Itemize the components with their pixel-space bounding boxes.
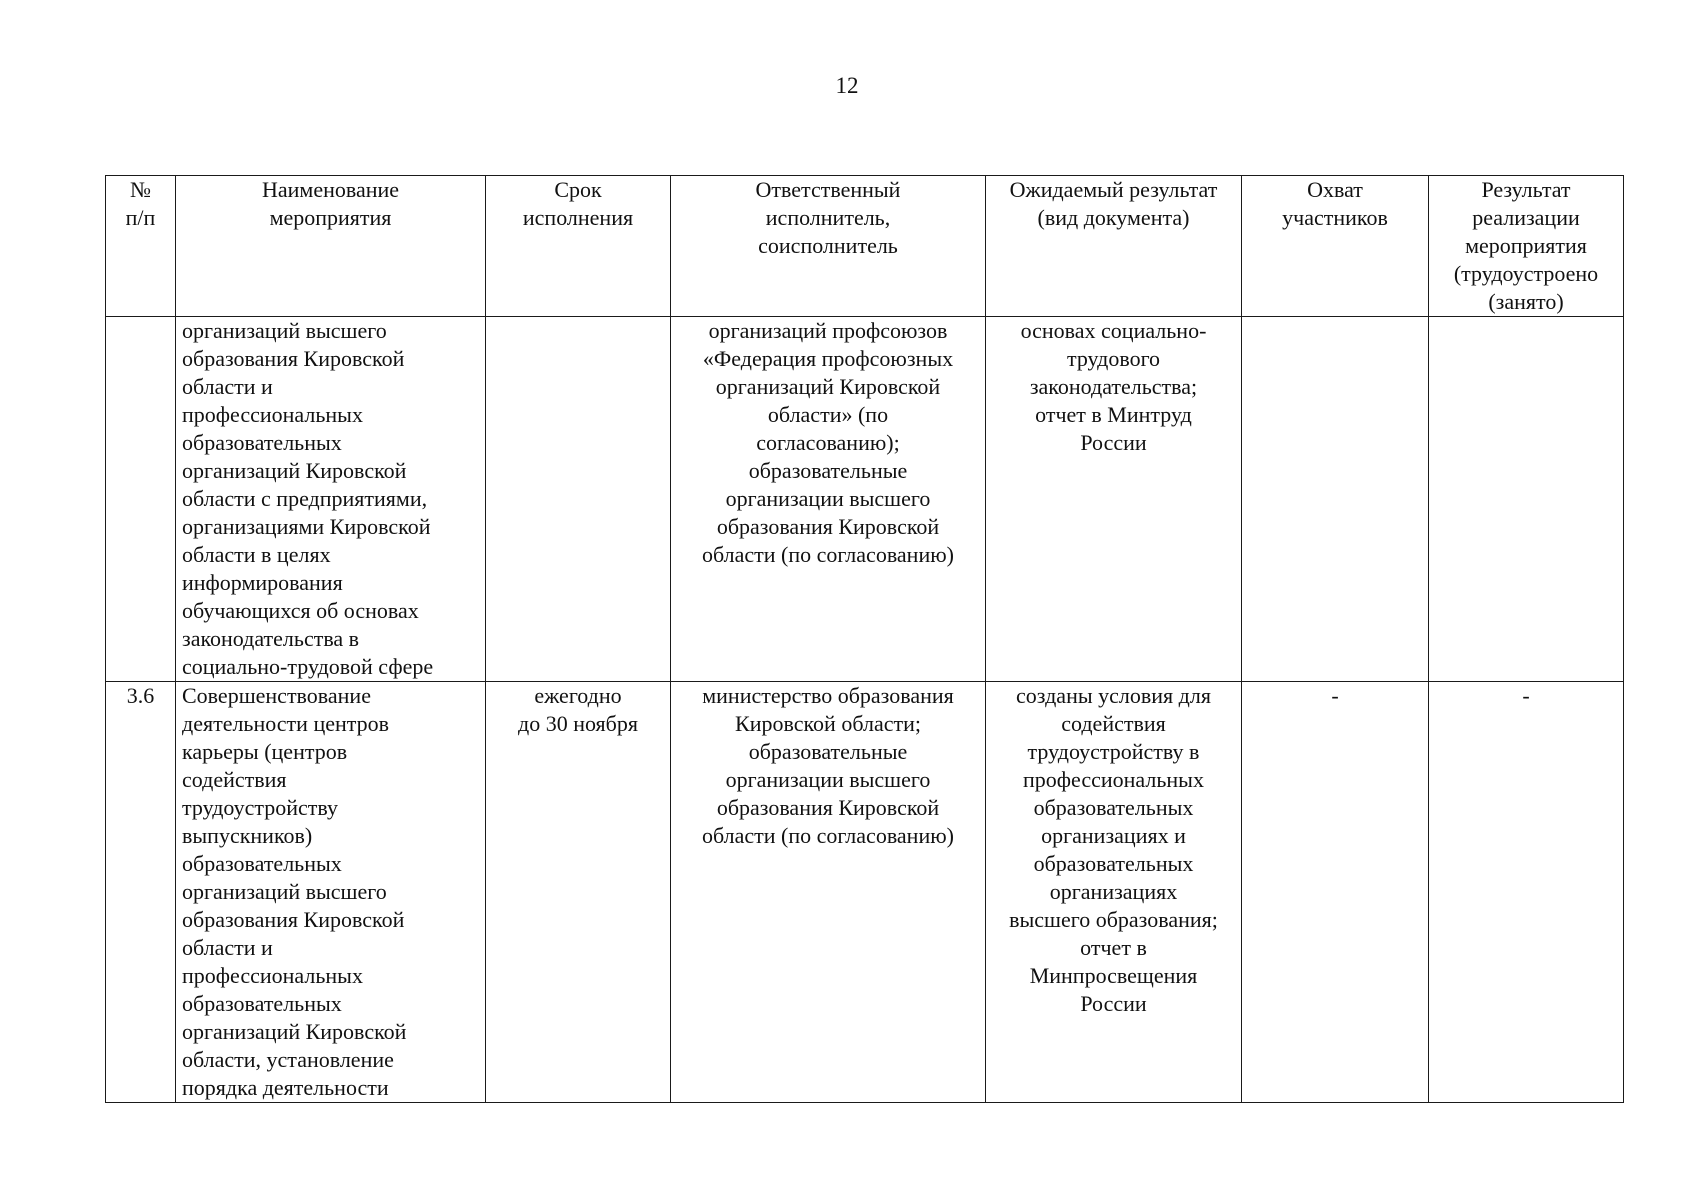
action-plan-table xyxy=(105,175,1624,1103)
outcome xyxy=(1429,317,1624,682)
table-row xyxy=(106,317,1624,682)
header-expected-result: Ожидаемый результат (вид документа) xyxy=(986,176,1242,317)
table-row xyxy=(106,682,1624,1103)
outcome: - xyxy=(1429,682,1624,1103)
row-number: 3.6 xyxy=(106,682,176,1103)
header-number: № п/п xyxy=(106,176,176,317)
header-deadline: Срок исполнения xyxy=(486,176,671,317)
responsible: министерство образования Кировской области; образовательные организации высшего образования Кировской области (по согласованию) xyxy=(671,682,986,1103)
header-responsible: Ответственный исполнитель, соисполнитель xyxy=(671,176,986,317)
coverage xyxy=(1242,317,1429,682)
deadline: ежегодно до 30 ноября xyxy=(486,682,671,1103)
header-event-name: Наименование мероприятия xyxy=(176,176,486,317)
expected-result: основах социально- трудового законодательства; отчет в Минтруд России xyxy=(986,317,1242,682)
event-name: Совершенствование деятельности центров карьеры (центров содействия трудоустройству выпускников) образовательных организаций высшего образования Кировской области и профессиональных образовательных организаций Кировской области, установление порядка деятельности xyxy=(176,682,486,1103)
table-header-row xyxy=(106,176,1624,317)
deadline xyxy=(486,317,671,682)
responsible: организаций профсоюзов «Федерация профсоюзных организаций Кировской области» (по согласованию); образовательные организации высшего образования Кировской области (по согласованию) xyxy=(671,317,986,682)
header-outcome: Результат реализации мероприятия (трудоустроено (занято) xyxy=(1429,176,1624,317)
coverage: - xyxy=(1242,682,1429,1103)
event-name: организаций высшего образования Кировской области и профессиональных образовательных организаций Кировской области с предприятиями, организациями Кировской области в целях информирования обучающихся об основах законодательства в социально-трудовой сфере xyxy=(176,317,486,682)
row-number xyxy=(106,317,176,682)
expected-result: созданы условия для содействия трудоустройству в профессиональных образовательных организациях и образовательных организациях высшего образования; отчет в Минпросвещения России xyxy=(986,682,1242,1103)
page-number: 12 xyxy=(835,73,859,98)
header-coverage: Охват участников xyxy=(1242,176,1429,317)
